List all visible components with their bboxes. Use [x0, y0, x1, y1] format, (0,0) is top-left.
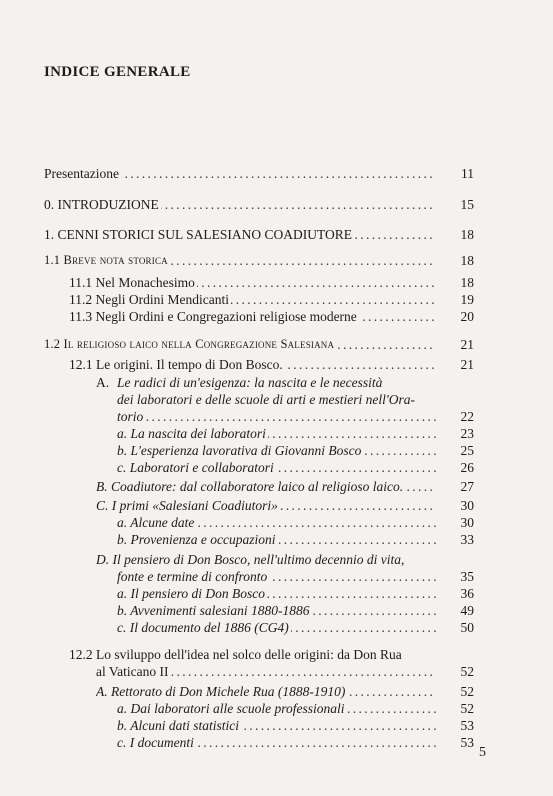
toc-entry-text: a. Il pensiero di Don Bosco — [117, 586, 265, 601]
toc-subentry — [117, 425, 474, 442]
toc-entry-text: Le radici di un'esigenza: la nascita e le necessità — [117, 375, 383, 390]
toc-subentry — [96, 497, 474, 514]
page-number: 5 — [479, 745, 486, 760]
toc-subentry — [117, 408, 474, 425]
toc-entry-page: 26 — [444, 459, 474, 476]
toc-entry-text: a. Alcune date — [117, 515, 195, 530]
toc-entry — [44, 196, 474, 213]
toc-entry-text: c. Laboratori e collaboratori — [117, 460, 274, 475]
toc-subentry — [117, 442, 474, 459]
toc-entry-page: 52 — [444, 683, 474, 700]
toc-entry-text: A. Rettorato di Don Michele Rua (1888-1910) — [96, 684, 346, 699]
toc-entry-text: b. Alcuni dati statistici — [117, 718, 240, 733]
toc-subentry — [96, 663, 474, 680]
toc-subentry — [117, 585, 474, 602]
toc-entry-text: 11.2 Negli Ordini Mendicanti — [69, 292, 229, 307]
toc-entry-page: 18 — [444, 274, 474, 291]
toc-subentry — [117, 514, 474, 531]
toc-entry-page: 15 — [444, 196, 474, 213]
toc-entry-page: 35 — [444, 568, 474, 585]
toc-entry-page: 36 — [444, 585, 474, 602]
toc-entry-page: 11 — [444, 165, 474, 182]
toc-entry-text: 1.2 Il religioso laico nella Congregazione Salesiana — [44, 337, 335, 351]
toc-entry-text: Presentazione — [44, 166, 119, 181]
toc-entry — [44, 226, 474, 243]
toc-entry-text: a. La nascita dei laboratori — [117, 426, 266, 441]
toc-entry-page: 52 — [444, 663, 474, 680]
toc-entry-text: b. L'esperienza lavorativa di Giovanni Bosco — [117, 443, 362, 458]
toc-entry-text: fonte e termine di confronto — [117, 569, 268, 584]
toc-entry-text: 11.1 Nel Monachesimo — [69, 275, 195, 290]
toc-entry-page: 33 — [444, 531, 474, 548]
toc-letter: A. — [96, 375, 110, 390]
toc-entry-text: al Vaticano II — [96, 664, 169, 679]
toc-entry-text: 0. INTRODUZIONE — [44, 197, 159, 212]
toc-subentry — [117, 531, 474, 548]
toc-entry-page: 30 — [444, 514, 474, 531]
toc-subentry — [96, 478, 474, 495]
toc-entry-text: 1.1 Breve nota storica — [44, 253, 168, 267]
toc-entry — [44, 165, 474, 182]
toc-entry-page: 49 — [444, 602, 474, 619]
page-title: INDICE GENERALE — [44, 64, 191, 80]
toc-entry-text: 11.3 Negli Ordini e Congregazioni religiose moderne — [69, 309, 357, 324]
toc-subentry — [117, 717, 474, 734]
toc-entry-text: c. Il documento del 1886 (CG4) — [117, 620, 289, 635]
toc-entry-text: B. Coadiutore: dal collaboratore laico al religioso laico. — [96, 479, 404, 494]
toc-entry-page: 30 — [444, 497, 474, 514]
toc-subentry — [69, 291, 474, 308]
toc-subentry — [117, 568, 474, 585]
toc-entry-page: 25 — [444, 442, 474, 459]
toc-subentry — [69, 356, 474, 373]
toc-subentry — [117, 619, 474, 636]
toc-subentry — [117, 734, 474, 751]
toc-entry-page: 22 — [444, 408, 474, 425]
toc-subentry — [117, 459, 474, 476]
toc-entry-page: 21 — [444, 356, 474, 373]
toc-subentry — [117, 602, 474, 619]
toc-entry-page: 53 — [444, 734, 474, 751]
toc-entry-page: 19 — [444, 291, 474, 308]
toc-entry-page: 52 — [444, 700, 474, 717]
toc-entry-page: 18 — [444, 226, 474, 243]
toc-entry-page: 27 — [444, 478, 474, 495]
toc-entry-text: c. I documenti — [117, 735, 194, 750]
toc-subentry — [69, 308, 474, 325]
toc-subentry — [69, 274, 474, 291]
toc-entry-page: 20 — [444, 308, 474, 325]
toc-section — [44, 252, 474, 269]
toc-entry-text: b. Provenienza e occupazioni — [117, 532, 276, 547]
toc-entry-text: torio — [117, 409, 144, 424]
toc-subentry — [96, 683, 474, 700]
toc-entry-text: a. Dai laboratori alle scuole professionali — [117, 701, 345, 716]
toc-entry-text: 1. CENNI STORICI SUL SALESIANO COADIUTORE — [44, 227, 353, 242]
toc-entry-page: 23 — [444, 425, 474, 442]
toc-entry-text: dei laboratori e delle scuole di arti e mestieri nell'Ora- — [117, 392, 415, 407]
toc-entry-text: b. Avvenimenti salesiani 1880-1886 — [117, 603, 310, 618]
toc-entry-text: 12.2 Lo sviluppo dell'idea nel solco delle origini: da Don Rua — [69, 647, 402, 662]
toc-subentry — [117, 700, 474, 717]
toc-entry-page: 50 — [444, 619, 474, 636]
toc-entry-page: 21 — [444, 336, 474, 353]
toc-section — [44, 336, 474, 353]
toc-entry-page: 18 — [444, 252, 474, 269]
toc-entry-page: 53 — [444, 717, 474, 734]
toc-entry-text: D. Il pensiero di Don Bosco, nell'ultimo decennio di vita, — [96, 552, 405, 567]
toc-entry-text: 12.1 Le origini. Il tempo di Don Bosco. — [69, 357, 283, 372]
toc-entry-text: C. I primi «Salesiani Coadiutori» — [96, 498, 278, 513]
